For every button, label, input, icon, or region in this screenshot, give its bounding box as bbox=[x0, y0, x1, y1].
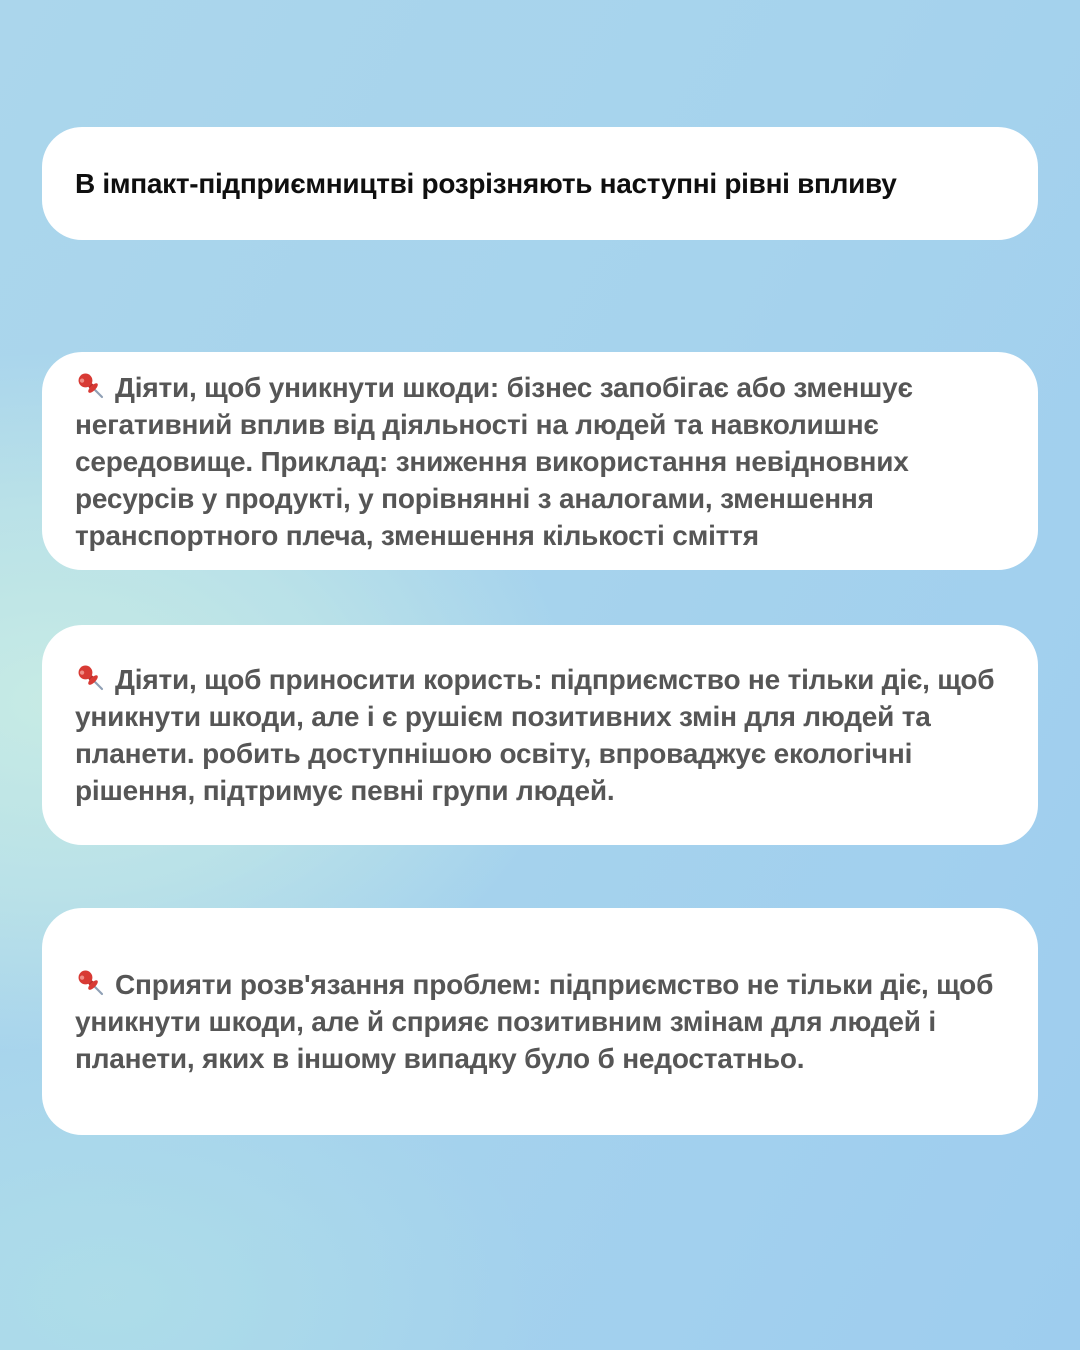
impact-level-card-benefit bbox=[42, 625, 1038, 845]
card-text bbox=[75, 966, 1005, 1077]
pushpin-icon bbox=[75, 967, 107, 999]
impact-level-card-avoid-harm bbox=[42, 352, 1038, 570]
title-card bbox=[42, 127, 1038, 240]
card-text bbox=[75, 369, 1005, 554]
card-text bbox=[75, 661, 1005, 809]
card-text-content: Сприяти розв'язання проблем: підприємство не тільки діє, щоб уникнути шкоди, але й сприяє позитивним змінам для людей і планети, яких в іншому випадку було б недостатньо. bbox=[75, 969, 994, 1074]
card-text-content: Діяти, щоб уникнути шкоди: бізнес запобігає або зменшує негативний вплив від діяльності на людей та навколишнє середовище. Приклад: зниження використання невідновних ресурсів у продукті, у порівнянні з аналогами, зменшення транспортного плеча, зменшення кількості сміття bbox=[75, 371, 913, 551]
pushpin-icon bbox=[75, 370, 107, 402]
pushpin-icon bbox=[75, 662, 107, 694]
page-title: В імпакт-підприємництві розрізняють наступні рівні впливу bbox=[75, 167, 897, 199]
impact-level-card-solve-problems bbox=[42, 908, 1038, 1135]
card-text-content: Діяти, щоб приносити користь: підприємство не тільки діє, щоб уникнути шкоди, але і є рушієм позитивних змін для людей та планети. робить доступнішою освіту, впроваджує екологічні рішення, підтримує певні групи людей. bbox=[75, 664, 995, 806]
